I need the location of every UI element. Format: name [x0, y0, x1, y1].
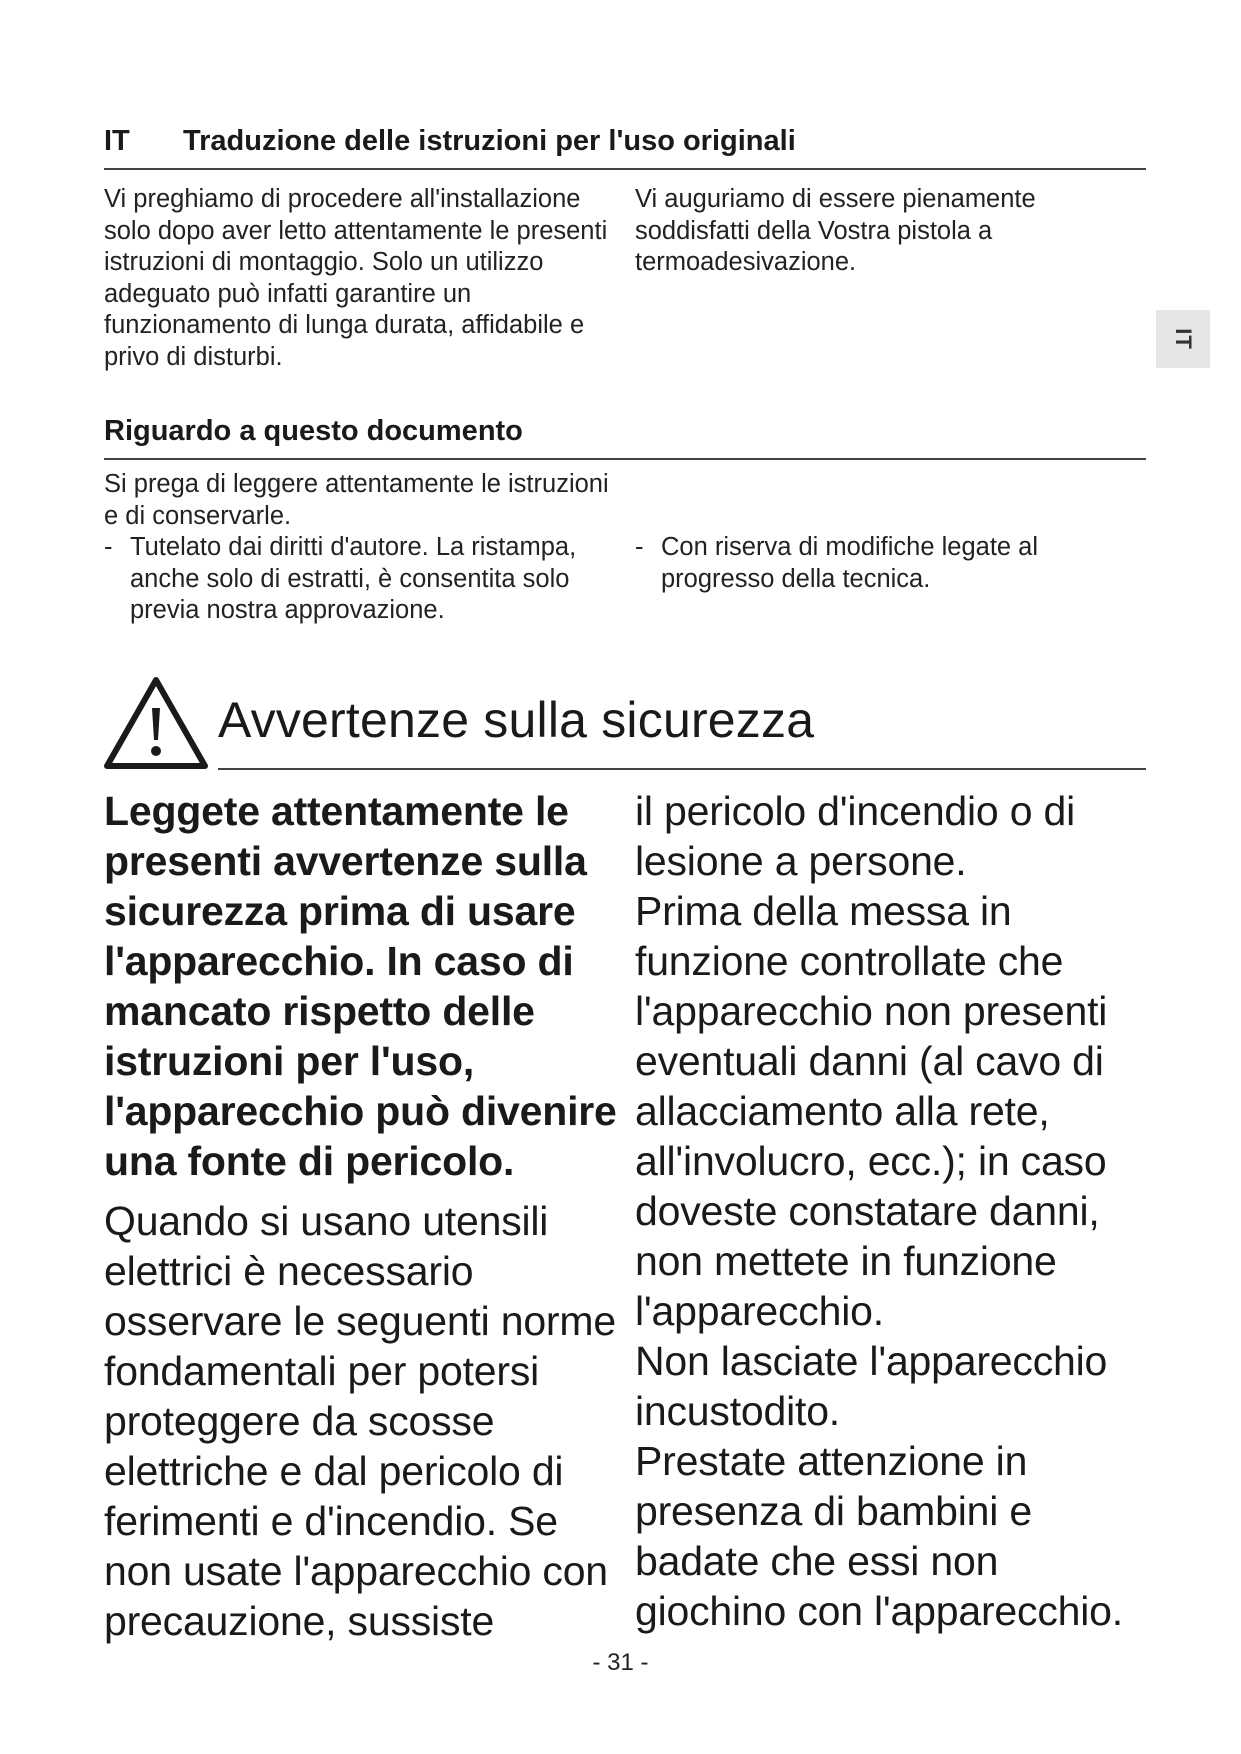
bullet-text-copyright: Tutelato dai diritti d'autore. La ristampa, anche solo di estratti, è consentita solo previa nostra approvazione. [130, 533, 577, 624]
safety-paragraph-children: Prestate attenzione in presenza di bambini e badate che essi non giochino con l'apparecchio. [635, 1438, 1123, 1634]
bullet-text-modifications: Con riserva di modifiche legate al progresso della tecnica. [661, 533, 1039, 593]
document-title: Traduzione delle istruzioni per l'uso originali [183, 125, 796, 157]
header-divider [104, 168, 1146, 170]
safety-paragraph-unattended: Non lasciate l'apparecchio incustodito. [635, 1338, 1108, 1434]
language-side-tab-label: IT [1171, 328, 1196, 350]
intro-paragraph-left: Vi preghiamo di procedere all'installazione solo dopo aver letto attentamente le presenti istruzioni di montaggio. Solo un utilizzo adeguato può infatti garantire un funzionamento di lunga durata, affidabile e privo di disturbi. [104, 185, 608, 371]
bullet-dash: - [104, 533, 113, 561]
section-title-safety: Avvertenze sulla sicurezza [218, 692, 815, 748]
bullet-dash: - [635, 533, 644, 561]
page-number: - 31 - [592, 1649, 649, 1676]
document-paragraph: Si prega di leggere attentamente le istruzioni e di conservarle. [104, 470, 609, 530]
section-title-document: Riguardo a questo documento [104, 415, 523, 447]
warning-triangle-icon [101, 674, 211, 772]
safety-right-column [635, 786, 1155, 1636]
section-divider [104, 458, 1146, 460]
language-side-tab [1156, 310, 1210, 368]
safety-paragraph-left: Quando si usano utensili elettrici è necessario osservare le seguenti norme fondamentali per potersi proteggere da scosse elettriche e dal pericolo di ferimenti e d'incendio. Se non usate l'apparecchio con precauzione, sussiste [104, 1198, 616, 1644]
safety-divider [218, 768, 1146, 770]
list-item [635, 532, 1135, 595]
safety-bold-intro: Leggete attentamente le presenti avvertenze sulla sicurezza prima di usare l'apparecchio. In caso di mancato rispetto delle istruzioni per l'uso, l'apparecchio può divenire una fonte di pericolo. [104, 788, 617, 1184]
safety-paragraph-inspection: Prima della messa in funzione controllate che l'apparecchio non presenti eventuali danni (al cavo di allacciamento alla rete, all'involucro, ecc.); in caso doveste constatare danni, non mettete in funzione l'apparecchio. [635, 888, 1108, 1334]
intro-paragraph-right: Vi auguriamo di essere pienamente soddisfatti della Vostra pistola a termoadesivazione. [635, 185, 1036, 276]
language-code: IT [104, 125, 130, 157]
safety-paragraph-risk: il pericolo d'incendio o di lesione a persone. [635, 788, 1076, 884]
list-item [104, 532, 624, 627]
